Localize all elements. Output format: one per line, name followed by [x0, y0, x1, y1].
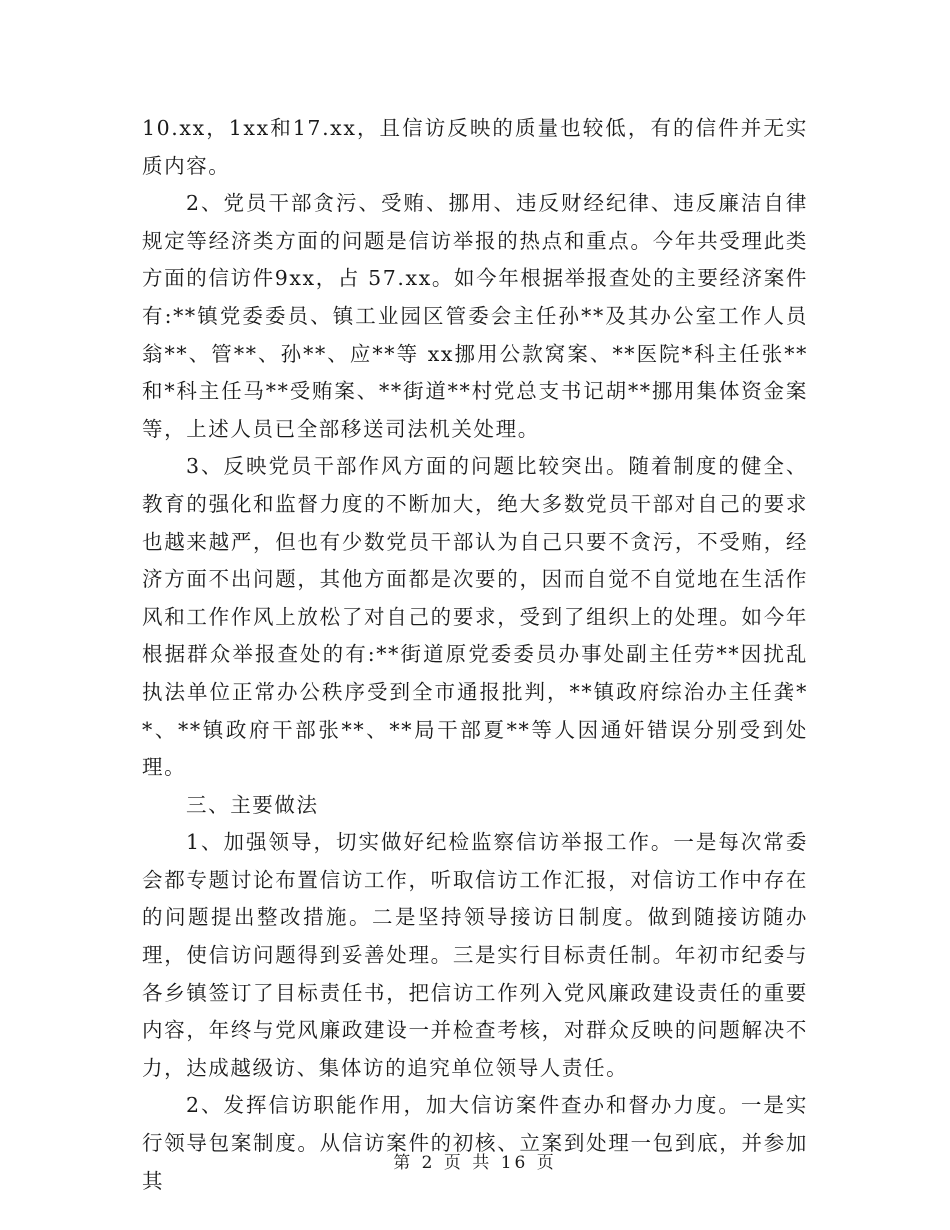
- paragraph-continuation: 10.xx，1xx和17.xx，且信访反映的质量也较低，有的信件并无实质内容。: [142, 116, 808, 178]
- paragraph-petition-function: 2、发挥信访职能作用，加大信访案件查办和督办力度。一是实行领导包案制度。从信访案件的初核、立案到处理一包到底，并参加其: [142, 1093, 808, 1193]
- section-heading-main-practices: 三、主要做法: [186, 792, 319, 817]
- page-footer: 第 2 页 共 16 页: [393, 1153, 557, 1173]
- paragraph-economic-issues: 2、党员干部贪污、受贿、挪用、违反财经纪律、违反廉洁自律规定等经济类方面的问题是信访举报的热点和重点。今年共受理此类方面的信访件9xx，占 57.xx。如今年根据举报查处的主要经济案件有:**镇党委委员、镇工业园区管委会主任孙**及其办公室工作人员翁**、管**、孙**、应**等 xx挪用公款窝案、**医院*科主任张**和*科主任马**受贿案、**街道**村党总支书记胡**挪用集体资金案等，上述人员已全部移送司法机关处理。: [142, 191, 808, 441]
- paragraph-work-style-issues: 3、反映党员干部作风方面的问题比较突出。随着制度的健全、教育的强化和监督力度的不断加大，绝大多数党员干部对自己的要求也越来越严，但也有少数党员干部认为自己只要不贪污，不受贿，经济方面不出问题，其他方面都是次要的，因而自觉不自觉地在生活作风和工作作风上放松了对自己的要求，受到了组织上的处理。如今年根据群众举报查处的有:**街道原党委委员办事处副主任劳**因扰乱执法单位正常办公秩序受到全市通报批判，**镇政府综治办主任龚**、**镇政府干部张**、**局干部夏**等人因通奸错误分别受到处理。: [142, 454, 808, 780]
- document-body: [142, 110, 808, 1200]
- paragraph-strengthen-leadership: 1、加强领导，切实做好纪检监察信访举报工作。一是每次常委会都专题讨论布置信访工作，听取信访工作汇报，对信访工作中存在的问题提出整改措施。二是坚持领导接访日制度。做到随接访随办理，使信访问题得到妥善处理。三是实行目标责任制。年初市纪委与各乡镇签订了目标责任书，把信访工作列入党风廉政建设责任的重要内容，年终与党风廉政建设一并检查考核，对群众反映的问题解决不力，达成越级访、集体访的追究单位领导人责任。: [142, 830, 808, 1080]
